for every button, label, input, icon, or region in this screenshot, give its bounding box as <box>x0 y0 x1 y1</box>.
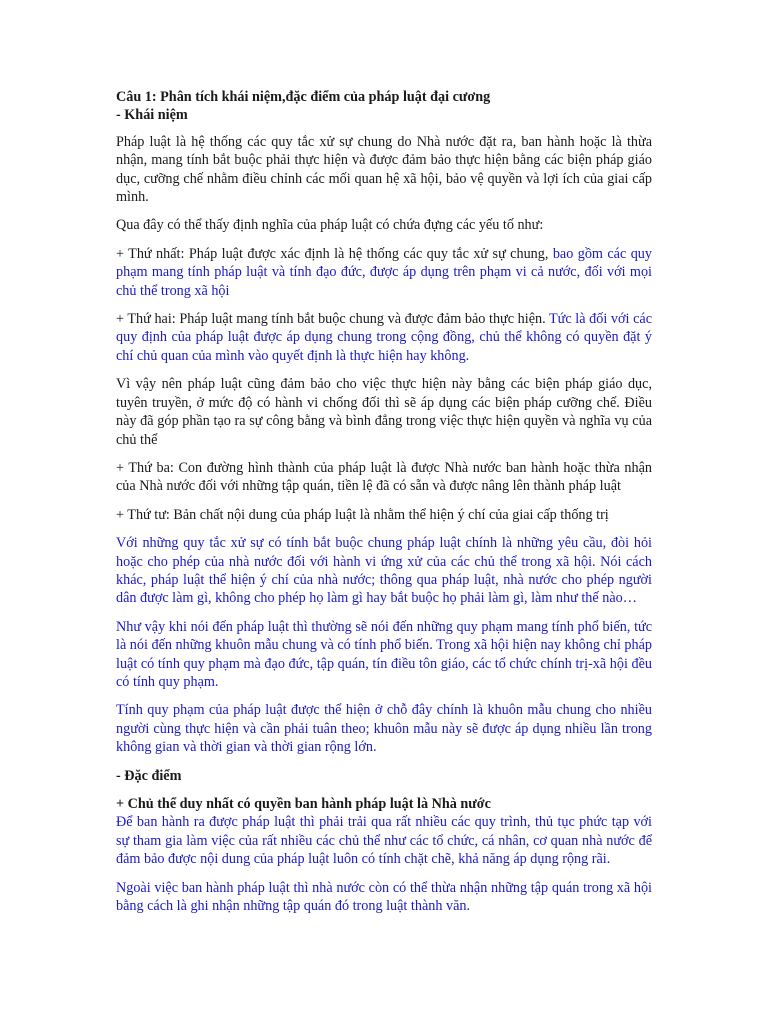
paragraph-normative-template: Tính quy phạm của pháp luật được thể hiện ở chỗ đây chính là khuôn mẫu chung cho nhiều người cùng thực hiện và cần phải tuân theo; khuôn mẫu này sẽ được áp dụng nhiều lần trong không gian và thời gian và thời gian rộng lớn. <box>116 702 652 756</box>
paragraph-normative-nature: Như vậy khi nói đến pháp luật thì thường sẽ nói đến những quy phạm mang tính phổ biến, tức là nói đến những khuôn mẫu chung và có tính phổ biến. Trong xã hội hiện nay không chỉ pháp luật có tính quy phạm mà đạo đức, tập quán, tín điều tôn giáo, các tổ chức chính trị-xã hội đều có tính quy phạm. <box>116 618 652 690</box>
first-element-text: + Thứ nhất: Pháp luật được xác định là hệ thống các quy tắc xử sự chung, <box>116 245 553 262</box>
paragraph-enforcement: Vì vậy nên pháp luật cũng đảm bảo cho việc thực hiện này bằng các biện pháp giáo dục, tuyên truyền, ở mức độ có hành vi chống đối thì sẽ áp dụng các biện pháp cưỡng chế. Điều này đã góp phần tạo ra sự công bằng và bình đẳng trong việc thực hiện quyền và nghĩa vụ của chủ thể <box>116 376 652 448</box>
paragraph-elements-intro: Qua đây có thể thấy định nghĩa của pháp luật có chứa đựng các yếu tố như: <box>116 217 544 234</box>
paragraph-custom-recognition: Ngoài việc ban hành pháp luật thì nhà nước còn có thể thừa nhận những tập quán trong xã hội bằng cách là ghi nhận những tập quán đó trong luật thành văn. <box>116 879 652 915</box>
section-heading-concept: - Khái niệm <box>116 107 188 124</box>
second-element-text: + Thứ hai: Pháp luật mang tính bắt buộc chung và được đảm bảo thực hiện. <box>116 311 550 328</box>
paragraph-issuing-procedure: Để ban hành ra được pháp luật thì phải trải qua rất nhiều các quy trình, thủ tục phức tạp với sự tham gia làm việc của rất nhiều các chủ thể như các tổ chức, cá nhân, cơ quan nhà nước để đảm bảo được nội dung của pháp luật luôn có tính chặt chẽ, khả năng áp dụng rộng rãi. <box>116 814 652 868</box>
paragraph-rules-state-will: Với những quy tắc xử sự có tính bắt buộc chung pháp luật chính là những yêu cầu, đòi hỏi hoặc cho phép của nhà nước đối với hành vi ứng xử của các chủ thể trong xã hội. Nói cách khác, pháp luật thể hiện ý chí của nhà nước; thông qua pháp luật, nhà nước cho phép người dân được làm gì, không cho phép họ làm gì hay bắt buộc họ phải làm gì, làm như thế nào… <box>116 535 652 607</box>
paragraph-second-element <box>116 310 652 365</box>
paragraph-definition: Pháp luật là hệ thống các quy tắc xử sự chung do Nhà nước đặt ra, ban hành hoặc là thừa nhận, mang tính bắt buộc phải thực hiện và được đảm bảo thực hiện bằng các biện pháp giáo dục, cưỡng chế nhằm điều chỉnh các mối quan hệ xã hội, bảo vệ quyền và lợi ích của giai cấp mình. <box>116 133 652 206</box>
first-element-highlight: bao gồm các quy phạm mang tính pháp luật và tính đạo đức, được áp dụng trên phạm vi cả nước, đối với mọi chủ thể trong xã hội <box>116 245 652 299</box>
document-page <box>116 88 652 925</box>
feature-heading-sole-issuer: + Chủ thể duy nhất có quyền ban hành pháp luật là Nhà nước <box>116 796 491 812</box>
paragraph-third-element: + Thứ ba: Con đường hình thành của pháp luật là được Nhà nước ban hành hoặc thừa nhận của Nhà nước đối với những tập quán, tiền lệ đã có sẵn và được nâng lên thành pháp luật <box>116 459 652 495</box>
document-title: Câu 1: Phân tích khái niệm,đặc điểm của pháp luật đại cương <box>116 89 491 105</box>
paragraph-fourth-element: + Thứ tư: Bản chất nội dung của pháp luật là nhằm thể hiện ý chí của giai cấp thống trị <box>116 506 609 523</box>
section-heading-features: - Đặc điểm <box>116 767 182 784</box>
paragraph-first-element <box>116 245 652 300</box>
second-element-highlight: Tức là đối với các quy định của pháp luật được áp dụng chung trong cộng đồng, chủ thể không có quyền đặt ý chí chủ quan của mình vào quyết định là thực hiện hay không. <box>116 311 652 364</box>
